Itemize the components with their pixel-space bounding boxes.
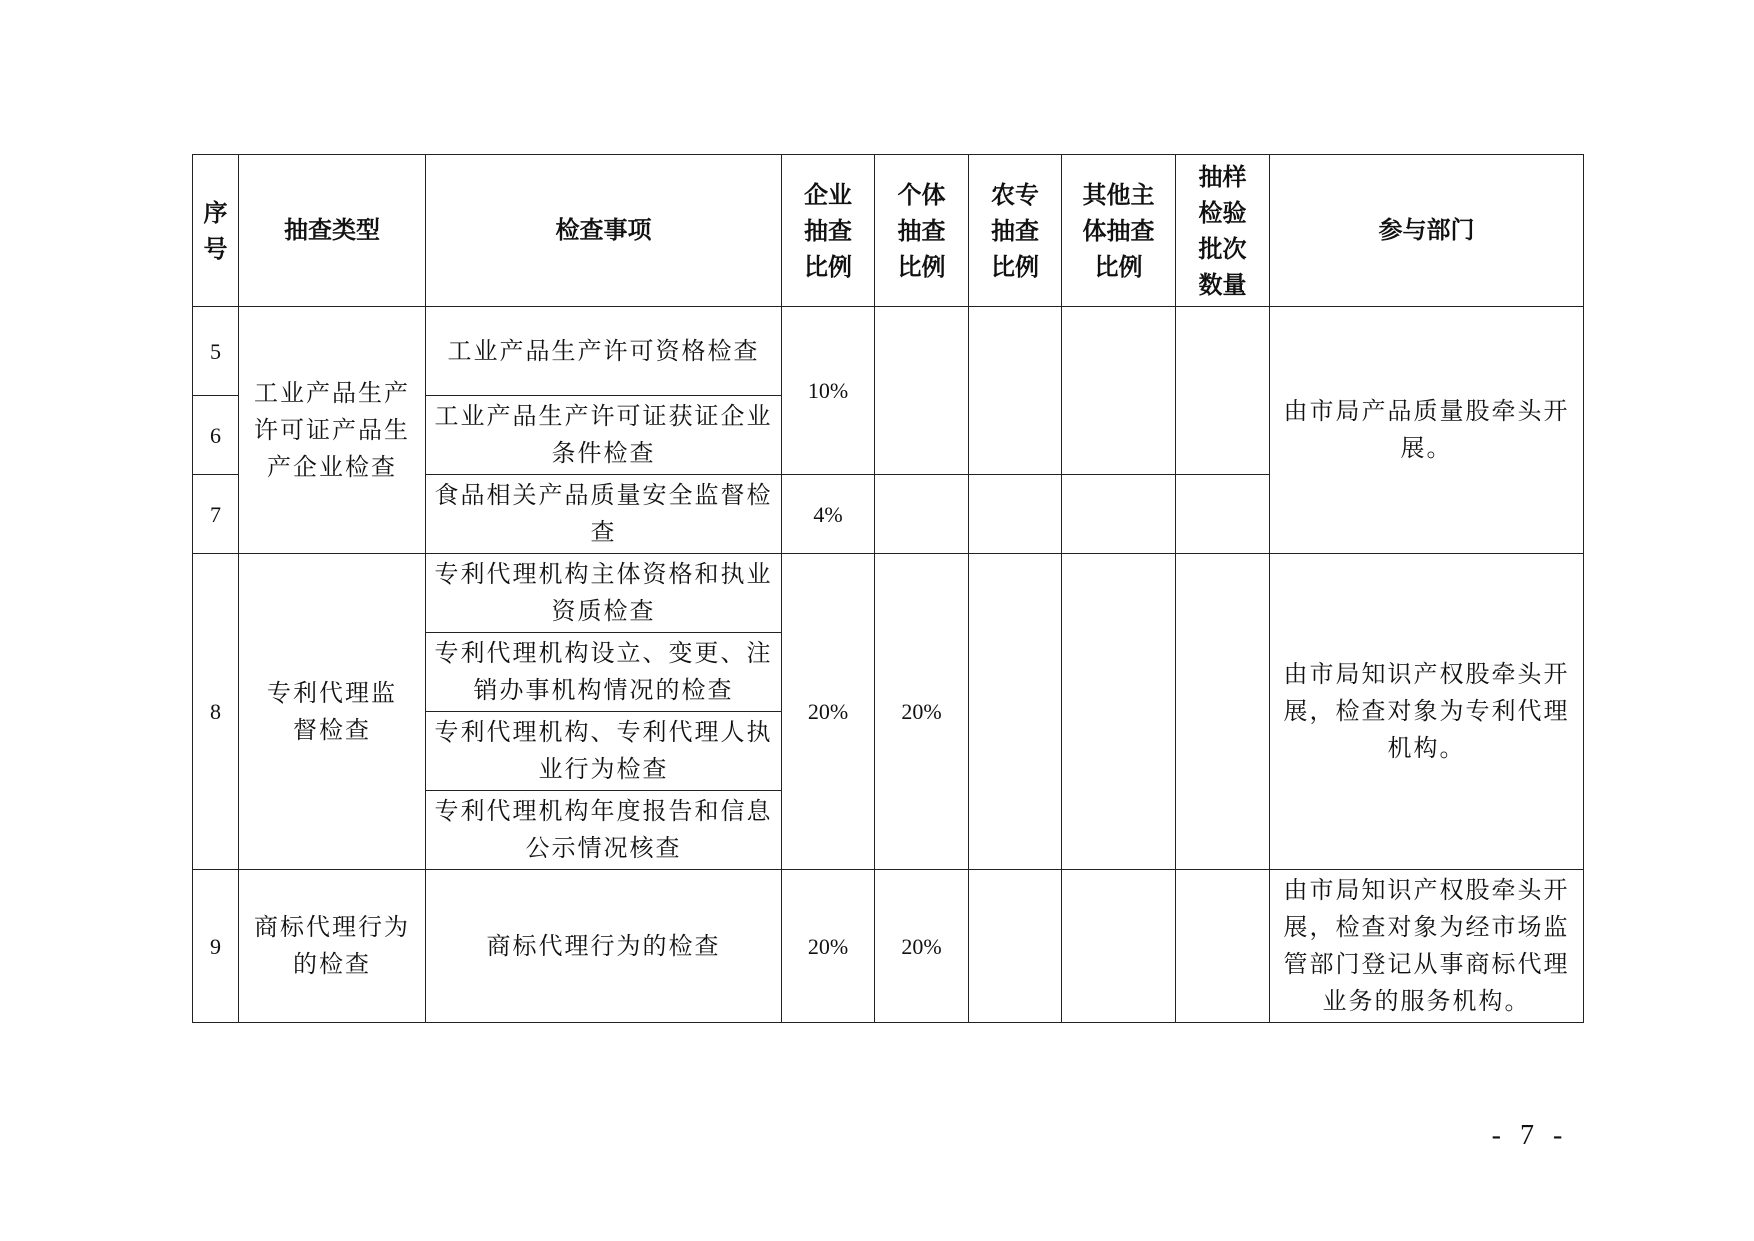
inspection-item: 专利代理机构设立、变更、注销办事机构情况的检查 (426, 633, 782, 712)
inspection-item: 食品相关产品质量安全监督检查 (426, 475, 782, 554)
individual-ratio (875, 475, 969, 554)
individual-ratio: 20% (875, 870, 969, 1023)
header-coop-ratio: 农专抽查比例 (969, 155, 1062, 307)
header-seq: 序号 (193, 155, 239, 307)
table-row (193, 870, 1584, 1023)
row-seq: 5 (193, 307, 239, 396)
other-ratio (1062, 475, 1176, 554)
header-enterprise-ratio: 企业抽查比例 (782, 155, 875, 307)
header-sampling-batches: 抽样检验批次数量 (1176, 155, 1270, 307)
row-seq: 9 (193, 870, 239, 1023)
row-seq: 6 (193, 396, 239, 475)
individual-ratio (875, 307, 969, 475)
other-ratio (1062, 870, 1176, 1023)
coop-ratio (969, 307, 1062, 475)
sampling-batches (1176, 307, 1270, 475)
header-type: 抽查类型 (239, 155, 426, 307)
inspection-item: 专利代理机构主体资格和执业资质检查 (426, 554, 782, 633)
inspection-item: 专利代理机构、专利代理人执业行为检查 (426, 712, 782, 791)
other-ratio (1062, 554, 1176, 870)
row-seq: 7 (193, 475, 239, 554)
individual-ratio: 20% (875, 554, 969, 870)
inspection-item: 商标代理行为的检查 (426, 870, 782, 1023)
inspection-item: 专利代理机构年度报告和信息公示情况核查 (426, 791, 782, 870)
enterprise-ratio: 20% (782, 870, 875, 1023)
enterprise-ratio: 10% (782, 307, 875, 475)
header-individual-ratio: 个体抽查比例 (875, 155, 969, 307)
inspection-item: 工业产品生产许可证获证企业条件检查 (426, 396, 782, 475)
table-row (193, 554, 1584, 633)
department: 由市局知识产权股牵头开展，检查对象为经市场监管部门登记从事商标代理业务的服务机构。 (1270, 870, 1584, 1023)
coop-ratio (969, 475, 1062, 554)
department: 由市局知识产权股牵头开展，检查对象为专利代理机构。 (1270, 554, 1584, 870)
enterprise-ratio: 4% (782, 475, 875, 554)
inspection-type: 工业产品生产许可证产品生产企业检查 (239, 307, 426, 554)
header-department: 参与部门 (1270, 155, 1584, 307)
sampling-batches (1176, 870, 1270, 1023)
inspection-item: 工业产品生产许可资格检查 (426, 307, 782, 396)
header-other-ratio: 其他主体抽查比例 (1062, 155, 1176, 307)
page-number: - 7 - (1491, 1120, 1569, 1151)
other-ratio (1062, 307, 1176, 475)
enterprise-ratio: 20% (782, 554, 875, 870)
coop-ratio (969, 870, 1062, 1023)
sampling-batches (1176, 554, 1270, 870)
row-seq: 8 (193, 554, 239, 870)
coop-ratio (969, 554, 1062, 870)
inspection-table (192, 154, 1584, 1023)
inspection-type: 专利代理监督检查 (239, 554, 426, 870)
sampling-batches (1176, 475, 1270, 554)
department: 由市局产品质量股牵头开展。 (1270, 307, 1584, 554)
header-row (193, 155, 1584, 307)
header-item: 检查事项 (426, 155, 782, 307)
table-row (193, 307, 1584, 396)
inspection-type: 商标代理行为的检查 (239, 870, 426, 1023)
